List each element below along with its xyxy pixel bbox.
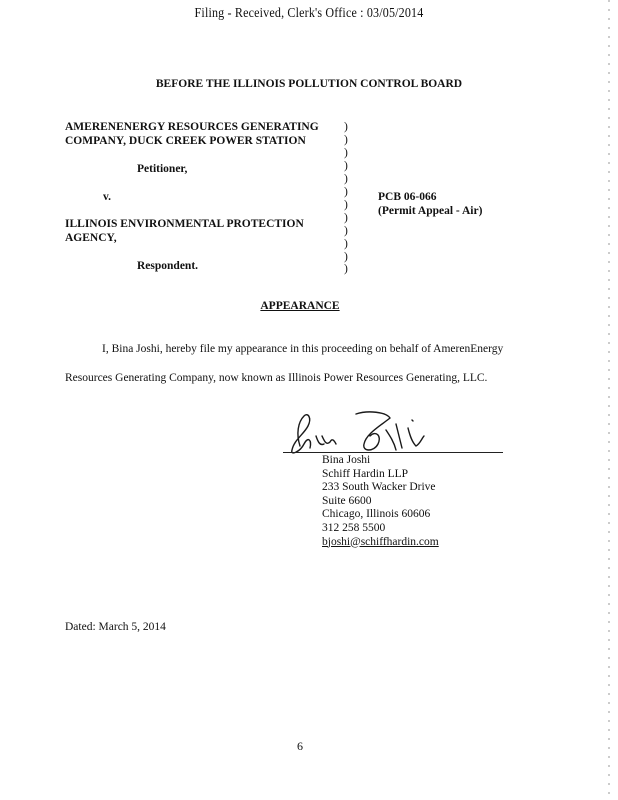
law-firm: Schiff Hardin LLP xyxy=(322,467,409,480)
suite-number: Suite 6600 xyxy=(322,494,372,507)
caption-paren: ) xyxy=(344,147,348,159)
court-heading: BEFORE THE ILLINOIS POLLUTION CONTROL BOARD xyxy=(155,78,463,90)
petitioner-name-line-1: AMERENENERGY RESOURCES GENERATING xyxy=(65,121,319,133)
respondent-name-line-2: AGENCY, xyxy=(65,232,117,244)
signature-block xyxy=(322,454,439,549)
caption-paren: ) xyxy=(344,263,348,275)
caption-paren: ) xyxy=(344,199,348,211)
body-line-1: I, Bina Joshi, hereby file my appearance in this proceeding on behalf of AmerenEnergy xyxy=(102,343,504,355)
caption-paren: ) xyxy=(344,251,348,263)
page-number: 6 xyxy=(297,739,303,753)
caption-paren: ) xyxy=(344,121,348,133)
city-state-zip: Chicago, Illinois 60606 xyxy=(322,508,431,521)
caption-paren: ) xyxy=(344,212,348,224)
filing-stamp: Filing - Received, Clerk's Office : 03/05/2014 xyxy=(194,6,424,21)
street-address: 233 South Wacker Drive xyxy=(322,481,436,494)
case-type: (Permit Appeal - Air) xyxy=(378,205,483,217)
caption-paren: ) xyxy=(344,134,348,146)
versus-label: v. xyxy=(103,191,111,203)
petitioner-label: Petitioner, xyxy=(137,163,188,175)
body-line-2: Resources Generating Company, now known as Illinois Power Resources Generating, LLC. xyxy=(65,372,488,384)
caption-paren: ) xyxy=(344,160,348,172)
petitioner-name-line-2: COMPANY, DUCK CREEK POWER STATION xyxy=(65,135,306,147)
appearance-heading: APPEARANCE xyxy=(260,300,340,312)
scan-edge-marks xyxy=(608,0,610,800)
phone-number: 312 258 5500 xyxy=(322,521,386,534)
caption-paren: ) xyxy=(344,225,348,237)
caption-paren: ) xyxy=(344,186,348,198)
dated-line: Dated: March 5, 2014 xyxy=(65,621,166,633)
respondent-name-line-1: ILLINOIS ENVIRONMENTAL PROTECTION xyxy=(65,218,304,230)
email-link[interactable]: bjoshi@schiffhardin.com xyxy=(322,535,439,548)
respondent-label: Respondent. xyxy=(137,260,199,272)
caption-paren: ) xyxy=(344,173,348,185)
caption-paren: ) xyxy=(344,238,348,250)
signature-line xyxy=(283,452,503,453)
attorney-name: Bina Joshi xyxy=(322,454,371,466)
handwritten-signature xyxy=(282,406,442,458)
case-number: PCB 06-066 xyxy=(378,191,437,203)
